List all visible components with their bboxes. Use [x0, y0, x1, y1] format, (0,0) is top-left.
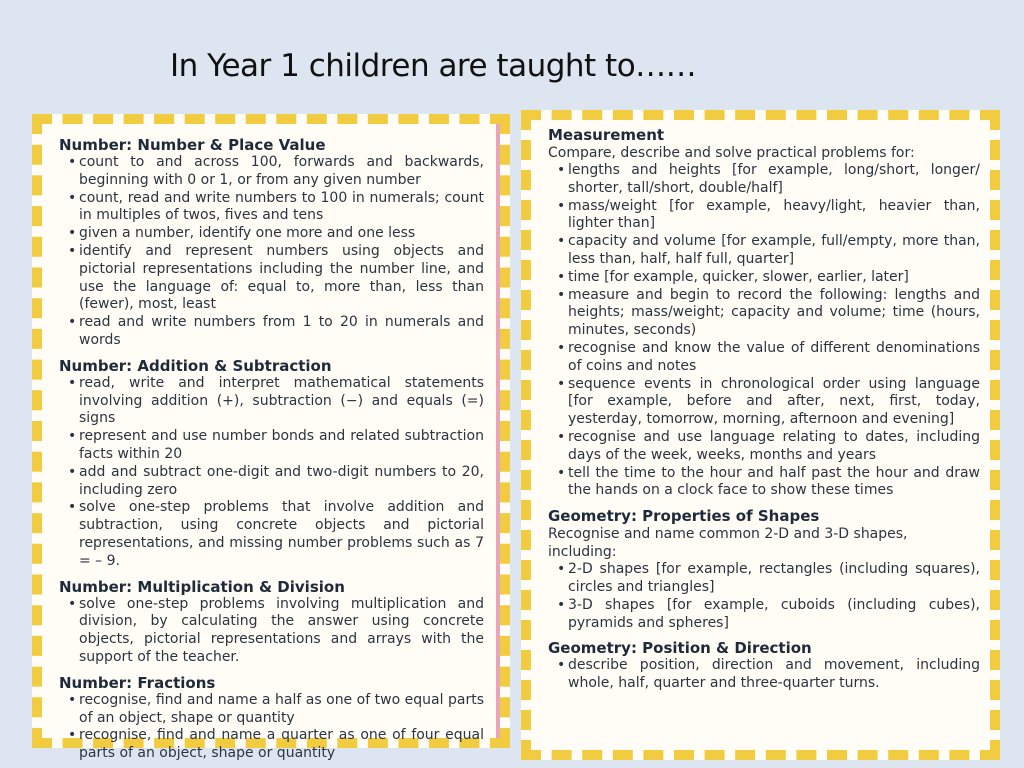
- section-addition-subtraction: [59, 357, 484, 571]
- list-item: • 2-D shapes [for example, rectangles (including squares), circles and triangles]: [548, 561, 980, 597]
- list-item: • time [for example, quicker, slower, earlier, later]: [548, 269, 980, 287]
- section-heading: Number: Multiplication & Division: [59, 577, 345, 596]
- bullet-list: [548, 561, 980, 632]
- section-multiplication-division: [59, 578, 484, 667]
- list-item: • recognise and know the value of different denominations of coins and notes: [548, 340, 980, 376]
- list-item: • read, write and interpret mathematical statements involving addition (+), subtraction (−) and equals (=) signs: [59, 375, 484, 428]
- section-heading: Number: Fractions: [59, 673, 216, 692]
- list-item: • lengths and heights [for example, long/short, longer/ shorter, tall/short, double/half]: [548, 162, 980, 198]
- list-item: • count to and across 100, forwards and backwards, beginning with 0 or 1, or from any given number: [59, 154, 484, 190]
- section-fractions: [59, 674, 484, 763]
- list-item: • represent and use number bonds and related subtraction facts within 20: [59, 428, 484, 464]
- section-measurement: [548, 126, 980, 500]
- list-item: • sequence events in chronological order using language [for example, before and after, next, first, today, yesterday, tomorrow, morning, afternoon and evening]: [548, 376, 980, 429]
- section-intro: Recognise and name common 2-D and 3-D shapes, including:: [548, 526, 908, 561]
- list-item: • solve one-step problems that involve addition and subtraction, using concrete objects and pictorial representations, and missing number problems such as 7 = – 9.: [59, 499, 484, 570]
- section-place-value: [59, 136, 484, 350]
- section-heading: Measurement: [548, 126, 665, 144]
- list-item: • mass/weight [for example, heavy/light, heavier than, lighter than]: [548, 198, 980, 234]
- curriculum-card-measurement-geometry: [521, 110, 1000, 760]
- list-item: • identify and represent numbers using objects and pictorial representations including the number line, and use the language of: equal to, more than, less than (fewer), most, least: [59, 243, 484, 314]
- section-heading: Geometry: Properties of Shapes: [548, 507, 820, 526]
- list-item: • count, read and write numbers to 100 in numerals; count in multiples of twos, fives and tens: [59, 190, 484, 226]
- list-item: • describe position, direction and movement, including whole, half, quarter and three-quarter turns.: [548, 657, 980, 693]
- section-heading: Number: Number & Place Value: [59, 136, 326, 154]
- list-item: • tell the time to the hour and half past the hour and draw the hands on a clock face to show these times: [548, 465, 980, 501]
- section-heading: Geometry: Position & Direction: [548, 639, 812, 658]
- section-heading: Number: Addition & Subtraction: [59, 356, 332, 375]
- list-item: • add and subtract one-digit and two-digit numbers to 20, including zero: [59, 464, 484, 500]
- list-item: • capacity and volume [for example, full/empty, more than, less than, half, half full, quarter]: [548, 233, 980, 269]
- curriculum-card-number: [32, 114, 510, 762]
- list-item: • solve one-step problems involving multiplication and division, by calculating the answer using concrete objects, pictorial representations and arrays with the support of the teacher.: [59, 596, 484, 667]
- list-item: • recognise, find and name a half as one of two equal parts of an object, shape or quantity: [59, 692, 484, 728]
- list-item: • read and write numbers from 1 to 20 in numerals and words: [59, 314, 484, 350]
- section-intro: Compare, describe and solve practical problems for:: [548, 145, 915, 161]
- list-item: • given a number, identify one more and one less: [59, 225, 484, 243]
- list-item: • 3-D shapes [for example, cuboids (including cubes), pyramids and spheres]: [548, 597, 980, 633]
- section-properties-of-shapes: [548, 507, 980, 632]
- bullet-list: [59, 154, 484, 350]
- list-item: • recognise, find and name a quarter as one of four equal parts of an object, shape or quantity: [59, 727, 484, 763]
- bullet-list: [59, 375, 484, 571]
- bullet-list: [548, 657, 980, 693]
- list-item: • measure and begin to record the following: lengths and heights; mass/weight; capacity and volume; time (hours, minutes, seconds): [548, 287, 980, 340]
- bullet-list: [59, 596, 484, 667]
- slide-title: In Year 1 children are taught to……: [170, 48, 697, 84]
- bullet-list: [548, 162, 980, 500]
- list-item: • recognise and use language relating to dates, including days of the week, weeks, months and years: [548, 429, 980, 465]
- bullet-list: [59, 692, 484, 763]
- section-position-direction: [548, 639, 980, 693]
